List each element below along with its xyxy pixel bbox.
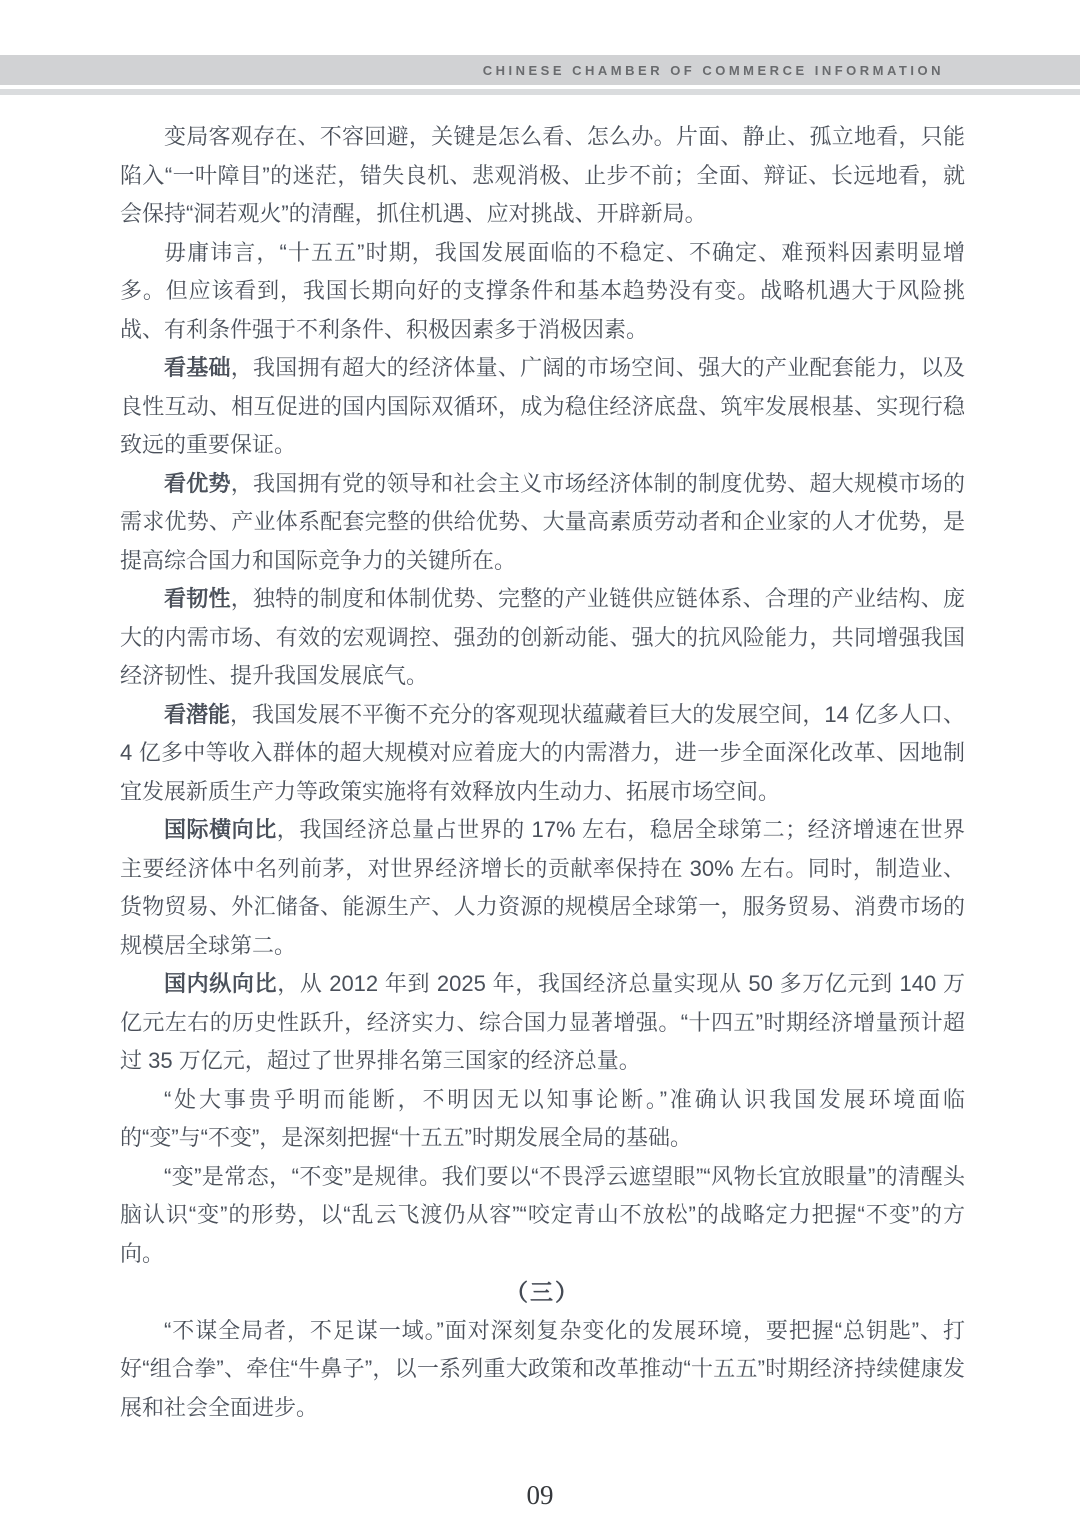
paragraph-text: ，独特的制度和体制优势、完整的产业链供应链体系、合理的产业结构、庞大的内需市场、有效的宏观调控、强劲的创新动能、强大的抗风险能力，共同增强我国经济韧性、提升我国发展底气。 [120, 586, 965, 688]
paragraph-11 [120, 1312, 965, 1428]
paragraph-lead: 国际横向比 [164, 817, 277, 842]
paragraph-lead: 看优势 [164, 470, 231, 496]
paragraph-8 [120, 965, 965, 1081]
paragraph-text: 毋庸讳言，“十五五”时期，我国发展面临的不稳定、不确定、难预料因素明显增多。但应该看到，我国长期向好的支撑条件和基本趋势没有变。战略机遇大于风险挑战、有利条件强于不利条件、积极因素多于消极因素。 [120, 239, 965, 342]
section-heading: （三） [505, 1279, 580, 1305]
paragraph-text: ，我国经济总量占世界的 17% 左右，稳居全球第二；经济增速在世界主要经济体中名列前茅，对世界经济增长的贡献率保持在 30% 左右。同时，制造业、货物贸易、外汇储备、能源生产、人力资源的规模居全球第一，服务贸易、消费市场的规模居全球第二。 [120, 817, 965, 958]
paragraph-4 [120, 465, 965, 581]
paragraph-text: ，从 2012 年到 2025 年，我国经济总量实现从 50 多万亿元到 140 万亿元左右的历史性跃升，经济实力、综合国力显著增强。“十四五”时期经济增量预计超过 35 万亿元，超过了世界排名第三国家的经济总量。 [120, 971, 965, 1073]
paragraph-lead: 看韧性 [164, 586, 231, 611]
page-number: 09 [526, 1480, 554, 1510]
paragraph-text: ，我国拥有超大的经济体量、广阔的市场空间、强大的产业配套能力，以及良性互动、相互促进的国内国际双循环，成为稳住经济底盘、筑牢发展根基、实现行稳致远的重要保证。 [120, 355, 965, 457]
paragraph-text: 变局客观存在、不容回避，关键是怎么看、怎么办。片面、静止、孤立地看，只能陷入“一叶障目”的迷茫，错失良机、悲观消极、止步不前；全面、辩证、长远地看，就会保持“洞若观火”的清醒，抓住机遇、应对挑战、开辟新局。 [120, 124, 965, 226]
paragraph-lead: 看潜能 [164, 701, 231, 727]
paragraph-6 [120, 696, 965, 812]
paragraph-text: ，我国发展不平衡不充分的客观现状蕴藏着巨大的发展空间，14 亿多人口、4 亿多中等收入群体的超大规模对应着庞大的内需潜力，进一步全面深化改革、因地制宜发展新质生产力等政策实施将有效释放内生动力、拓展市场空间。 [120, 701, 965, 804]
banner-title: CHINESE CHAMBER OF COMMERCE INFORMATION [482, 62, 944, 78]
paragraph-5 [120, 580, 965, 696]
paragraph-3 [120, 349, 965, 465]
paragraph-9 [120, 1081, 965, 1158]
divider-rule [0, 89, 1080, 95]
paragraph-lead: 看基础 [164, 355, 231, 380]
paragraph-lead: 国内纵向比 [164, 971, 278, 996]
paragraph-1 [120, 118, 965, 234]
paragraph-2 [120, 234, 965, 350]
paragraph-10 [120, 1158, 965, 1274]
paragraph-text: “不谋全局者，不足谋一域。”面对深刻复杂变化的发展环境，要把握“总钥匙”、打好“组合拳”、牵住“牛鼻子”，以一系列重大政策和改革推动“十五五”时期经济持续健康发展和社会全面进步。 [120, 1317, 965, 1420]
article-body [120, 118, 965, 1427]
paragraph-text: “变”是常态，“不变”是规律。我们要以“不畏浮云遮望眼”“风物长宜放眼量”的清醒头脑认识“变”的形势，以“乱云飞渡仍从容”“咬定青山不放松”的战略定力把握“不变”的方向。 [120, 1163, 965, 1266]
header-banner [0, 55, 1080, 85]
paragraph-text: “处大事贵乎明而能断，不明因无以知事论断。”准确认识我国发展环境面临的“变”与“不变”，是深刻把握“十五五”时期发展全局的基础。 [120, 1086, 965, 1150]
paragraph-7 [120, 811, 965, 965]
paragraph-text: ，我国拥有党的领导和社会主义市场经济体制的制度优势、超大规模市场的需求优势、产业体系配套完整的供给优势、大量高素质劳动者和企业家的人才优势，是提高综合国力和国际竞争力的关键所在。 [120, 470, 965, 573]
